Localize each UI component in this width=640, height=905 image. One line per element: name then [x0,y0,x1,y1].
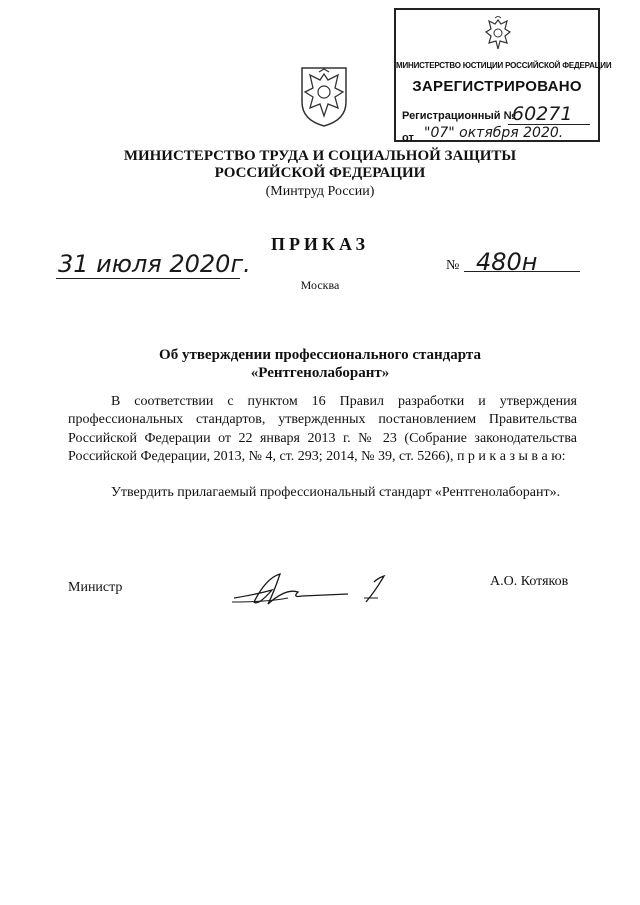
ministry-name [0,148,640,182]
resolution-paragraph: Утвердить прилагаемый профессиональный стандарт «Рентгенолаборант». [111,485,561,500]
city: Москва [300,278,340,292]
document-title [0,346,640,382]
coat-of-arms-icon [483,16,513,54]
stamp-reg-number: 60271 [512,103,573,125]
signer-name: А.О. Котяков [490,574,569,589]
ministry-line2: РОССИЙСКОЙ ФЕДЕРАЦИИ [214,165,426,181]
stamp-reg-label: Регистрационный № [402,110,516,122]
number-sign: № [446,258,460,273]
order-number-underline [464,271,580,272]
stamp-ministry: МИНИСТЕРСТВО ЮСТИЦИИ РОССИЙСКОЙ ФЕДЕРАЦИИ [396,61,612,70]
order-number: 480н [476,248,538,276]
stamp-date: "07" октября 2020. [424,125,564,141]
preamble-paragraph: В соответствии с пунктом 16 Правил разработки и утверждения профессиональных стандартов, утвержденных постановлением Правительства Российской Федерации от 22 января 2013 г. № 23 (Собрание законодательства Российской Федерации, 2013, № 4, ст. 293; 2014, № 39, ст. 5266), п р и к а з ы в а ю: [68,394,577,464]
ministry-line1: МИНИСТЕРСТВО ТРУДА И СОЦИАЛЬНОЙ ЗАЩИТЫ [123,148,517,164]
document-type: ПРИКАЗ [270,234,370,254]
registration-stamp [394,8,612,144]
order-date: 31 июля 2020г. [58,250,251,278]
ministry-short-name: (Минтруд России) [265,184,375,199]
stamp-status: ЗАРЕГИСТРИРОВАНО [412,78,582,95]
title-line1: Об утверждении профессионального стандарта [159,347,481,363]
signer-title: Министр [68,580,123,595]
stamp-date-prefix: от [402,132,414,144]
title-line2: «Рентгенолаборант» [250,365,390,381]
signature-icon [228,568,404,610]
coat-of-arms-icon [298,62,350,128]
